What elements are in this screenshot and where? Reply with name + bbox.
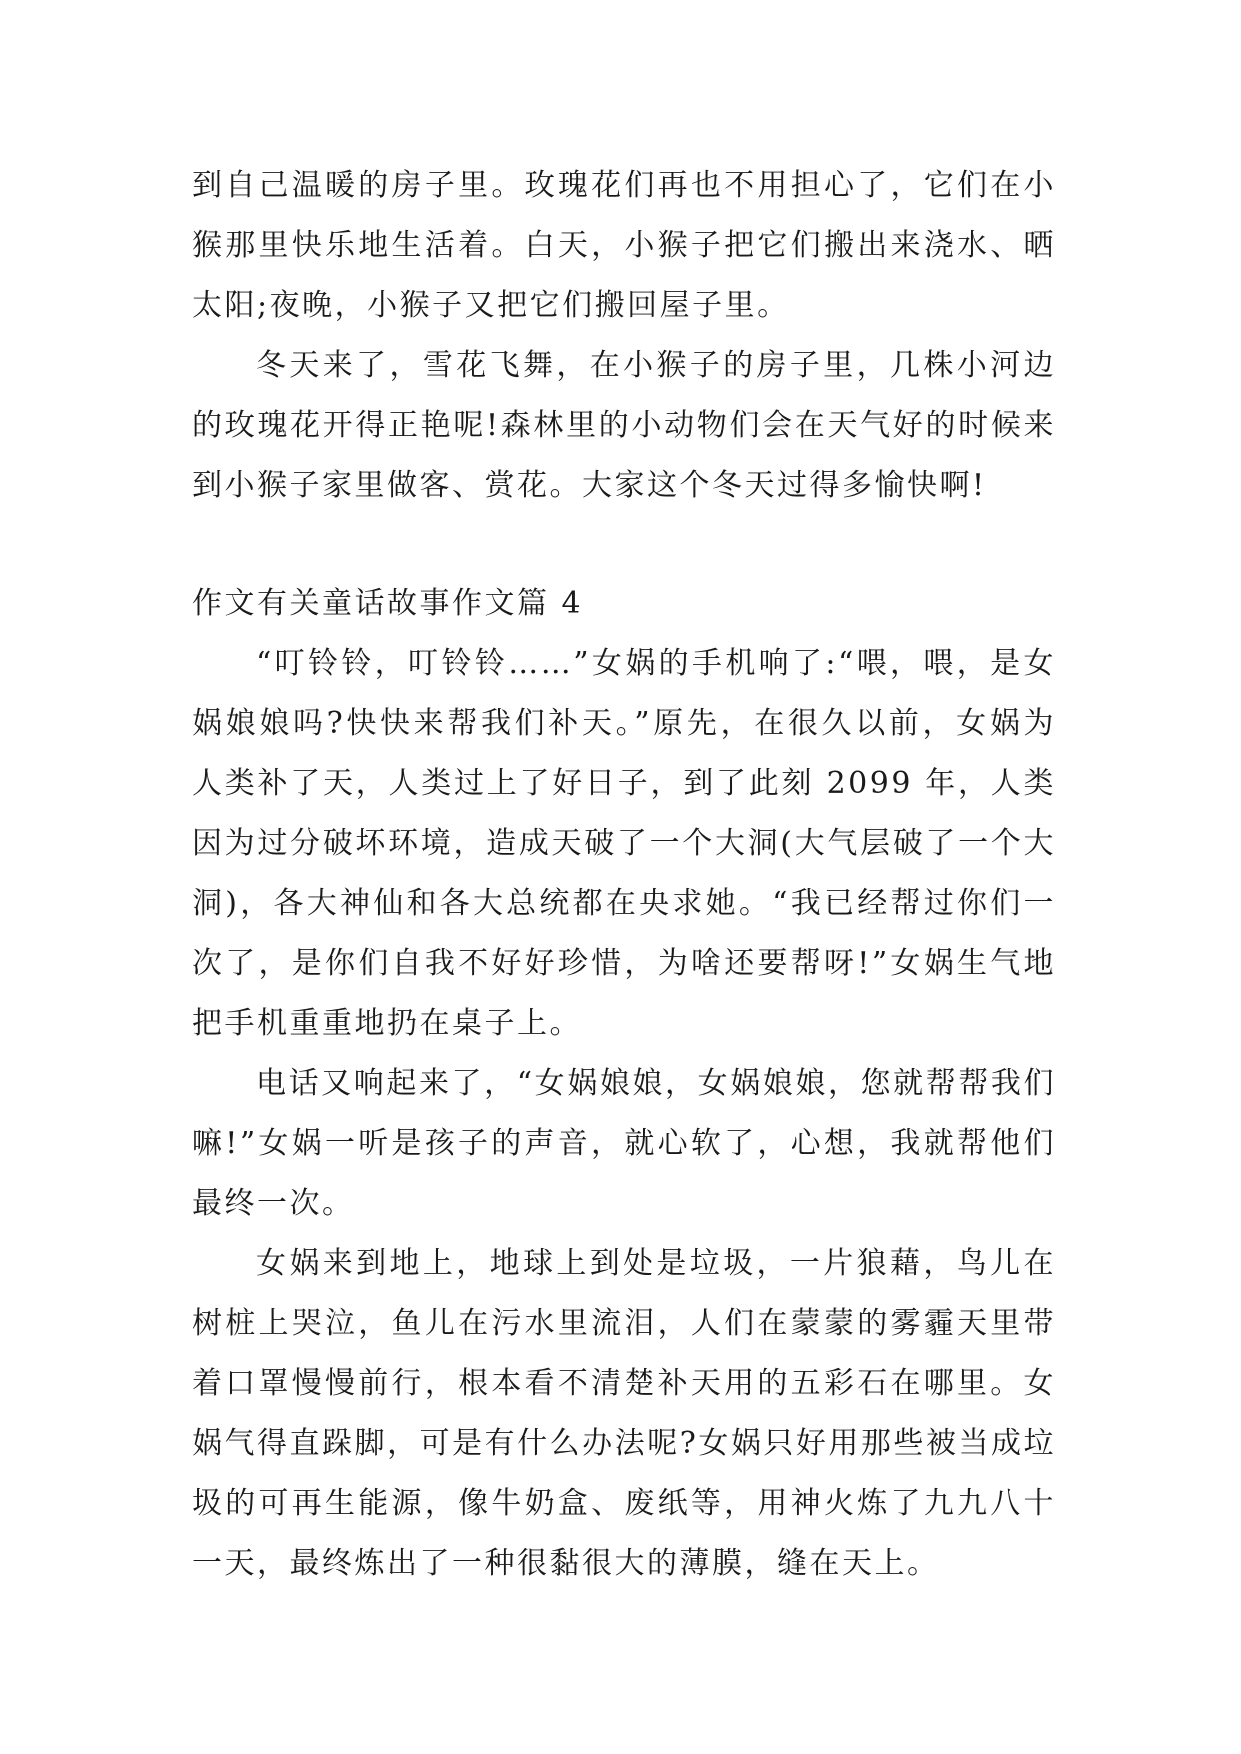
document-page	[192, 156, 1056, 1594]
section-title: 作文有关童话故事作文篇 4	[192, 586, 584, 621]
paragraph-phone-again: 电话又响起来了，“女娲娘娘，女娲娘娘，您就帮帮我们嘛!”女娲一听是孩子的声音，就心软了，心想，我就帮他们最终一次。	[192, 1066, 1056, 1221]
paragraph-continuation: 到自己温暖的房子里。玫瑰花们再也不用担心了，它们在小猴那里快乐地生活着。白天，小猴子把它们搬出来浇水、晒太阳;夜晚，小猴子又把它们搬回屋子里。	[192, 168, 1056, 323]
paragraph-winter: 冬天来了，雪花飞舞，在小猴子的房子里，几株小河边的玫瑰花开得正艳呢!森林里的小动物们会在天气好的时候来到小猴子家里做客、赏花。大家这个冬天过得多愉快啊!	[192, 348, 1056, 503]
section-spacer	[192, 516, 1056, 574]
paragraph-mending-sky: 女娲来到地上，地球上到处是垃圾，一片狼藉，鸟儿在树桩上哭泣，鱼儿在污水里流泪，人们在蒙蒙的雾霾天里带着口罩慢慢前行，根本看不清楚补天用的五彩石在哪里。女娲气得直跺脚，可是有什么办法呢?女娲只好用那些被当成垃圾的可再生能源，像牛奶盒、废纸等，用神火炼了九九八十一天，最终炼出了一种很黏很大的薄膜，缝在天上。	[192, 1246, 1056, 1581]
paragraph-phone-call: “叮铃铃，叮铃铃……”女娲的手机响了:“喂，喂，是女娲娘娘吗?快快来帮我们补天。”原先，在很久以前，女娲为人类补了天，人类过上了好日子，到了此刻 2099 年，人类因为过分破坏环境，造成天破了一个大洞(大气层破了一个大洞)，各大神仙和各大总统都在央求她。“我已经帮过你们一次了，是你们自我不好好珍惜，为啥还要帮呀!”女娲生气地把手机重重地扔在桌子上。	[192, 646, 1056, 1041]
